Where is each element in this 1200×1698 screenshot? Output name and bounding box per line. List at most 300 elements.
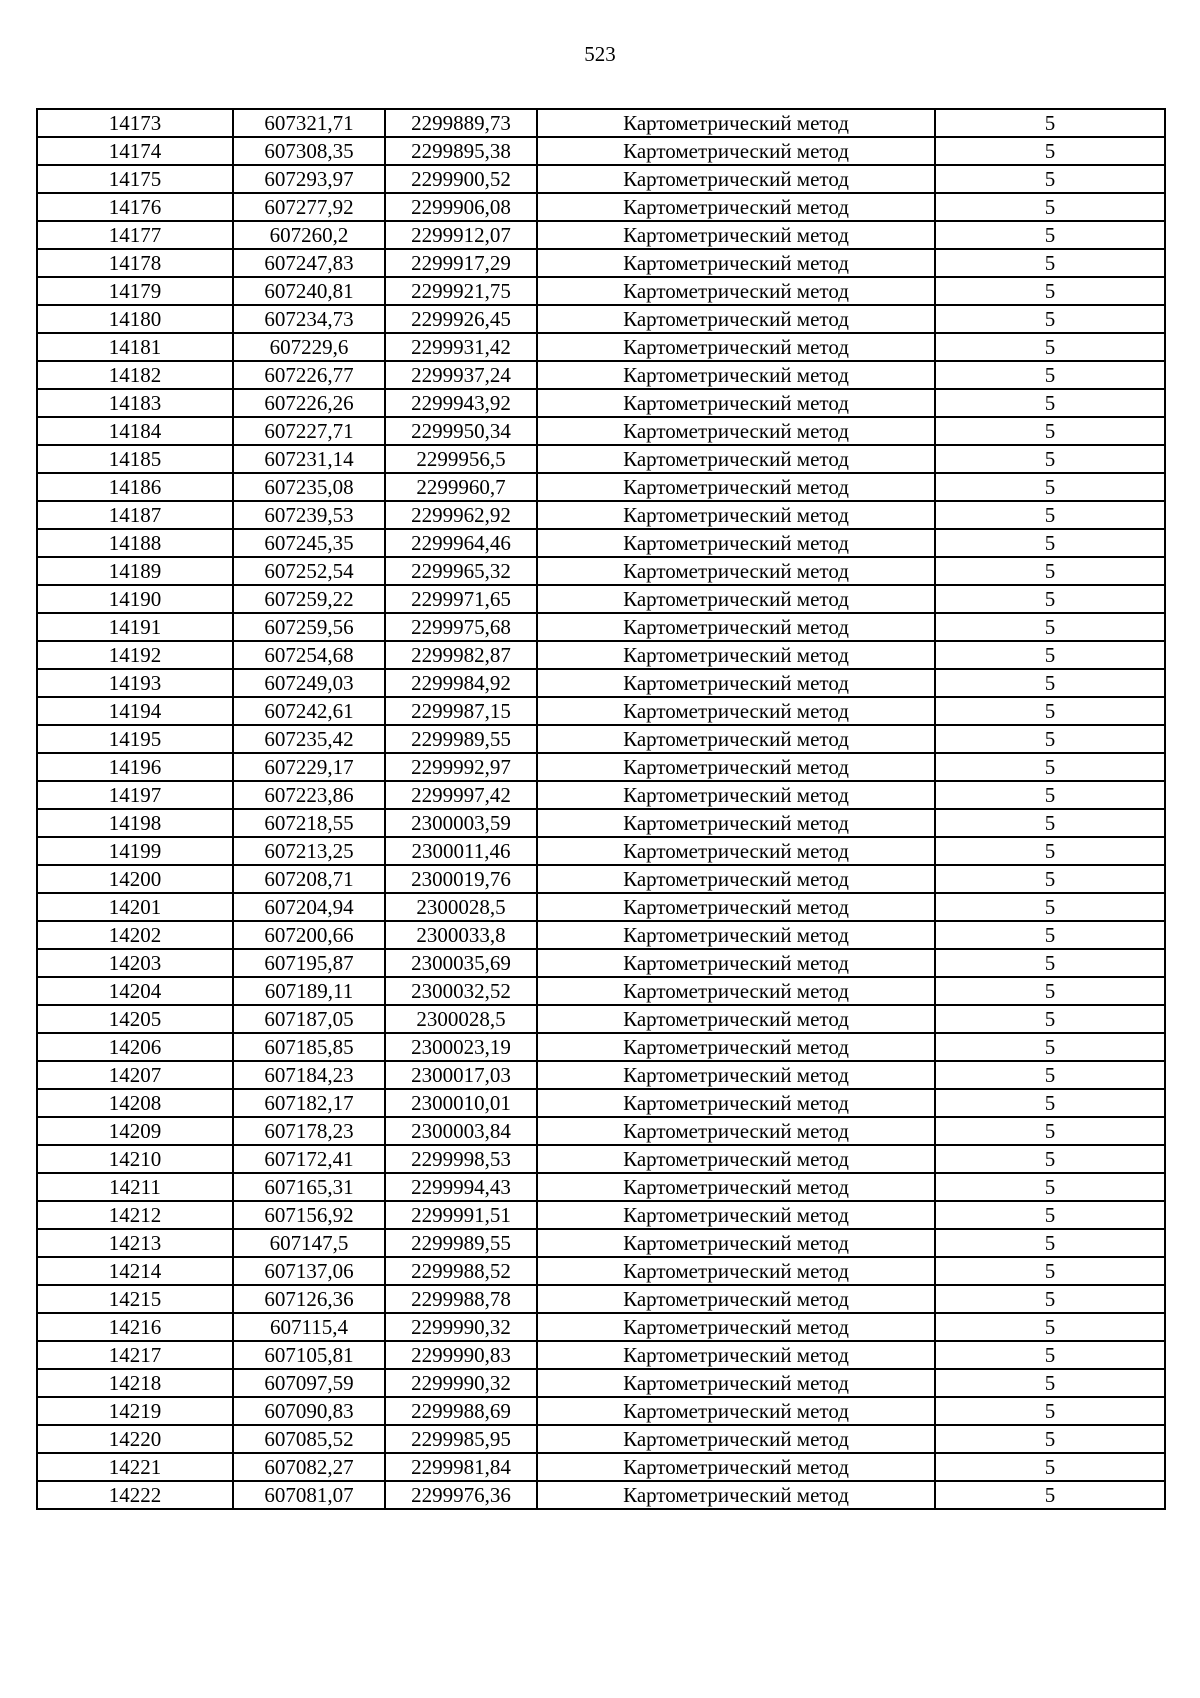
- x-coordinate-cell: 607187,05: [233, 1005, 385, 1033]
- method-cell: Картометрический метод: [537, 585, 935, 613]
- point-number-cell: 14221: [37, 1453, 233, 1481]
- y-coordinate-cell: 2299965,32: [385, 557, 537, 585]
- point-number-cell: 14222: [37, 1481, 233, 1509]
- point-number-cell: 14175: [37, 165, 233, 193]
- method-cell: Картометрический метод: [537, 977, 935, 1005]
- accuracy-cell: 5: [935, 1481, 1165, 1509]
- method-cell: Картометрический метод: [537, 501, 935, 529]
- accuracy-cell: 5: [935, 893, 1165, 921]
- method-cell: Картометрический метод: [537, 1425, 935, 1453]
- x-coordinate-cell: 607105,81: [233, 1341, 385, 1369]
- point-number-cell: 14183: [37, 389, 233, 417]
- table-row: [37, 1481, 1165, 1509]
- accuracy-cell: 5: [935, 1341, 1165, 1369]
- method-cell: Картометрический метод: [537, 193, 935, 221]
- table-row: [37, 1369, 1165, 1397]
- y-coordinate-cell: 2299990,32: [385, 1313, 537, 1341]
- x-coordinate-cell: 607239,53: [233, 501, 385, 529]
- y-coordinate-cell: 2299960,7: [385, 473, 537, 501]
- y-coordinate-cell: 2299931,42: [385, 333, 537, 361]
- x-coordinate-cell: 607226,26: [233, 389, 385, 417]
- accuracy-cell: 5: [935, 333, 1165, 361]
- x-coordinate-cell: 607137,06: [233, 1257, 385, 1285]
- x-coordinate-cell: 607185,85: [233, 1033, 385, 1061]
- x-coordinate-cell: 607208,71: [233, 865, 385, 893]
- y-coordinate-cell: 2299997,42: [385, 781, 537, 809]
- table-row: [37, 277, 1165, 305]
- point-number-cell: 14188: [37, 529, 233, 557]
- method-cell: Картометрический метод: [537, 1117, 935, 1145]
- table-row: [37, 893, 1165, 921]
- accuracy-cell: 5: [935, 557, 1165, 585]
- point-number-cell: 14200: [37, 865, 233, 893]
- point-number-cell: 14195: [37, 725, 233, 753]
- table-row: [37, 809, 1165, 837]
- y-coordinate-cell: 2299956,5: [385, 445, 537, 473]
- point-number-cell: 14176: [37, 193, 233, 221]
- point-number-cell: 14180: [37, 305, 233, 333]
- table-row: [37, 529, 1165, 557]
- accuracy-cell: 5: [935, 977, 1165, 1005]
- method-cell: Картометрический метод: [537, 725, 935, 753]
- y-coordinate-cell: 2300003,59: [385, 809, 537, 837]
- x-coordinate-cell: 607200,66: [233, 921, 385, 949]
- accuracy-cell: 5: [935, 109, 1165, 137]
- method-cell: Картометрический метод: [537, 697, 935, 725]
- point-number-cell: 14205: [37, 1005, 233, 1033]
- method-cell: Картометрический метод: [537, 1257, 935, 1285]
- x-coordinate-cell: 607235,42: [233, 725, 385, 753]
- method-cell: Картометрический метод: [537, 1173, 935, 1201]
- accuracy-cell: 5: [935, 221, 1165, 249]
- point-number-cell: 14216: [37, 1313, 233, 1341]
- table-row: [37, 501, 1165, 529]
- y-coordinate-cell: 2299994,43: [385, 1173, 537, 1201]
- point-number-cell: 14213: [37, 1229, 233, 1257]
- x-coordinate-cell: 607242,61: [233, 697, 385, 725]
- accuracy-cell: 5: [935, 1397, 1165, 1425]
- table-row: [37, 1425, 1165, 1453]
- method-cell: Картометрический метод: [537, 1089, 935, 1117]
- method-cell: Картометрический метод: [537, 305, 935, 333]
- accuracy-cell: 5: [935, 1061, 1165, 1089]
- table-row: [37, 137, 1165, 165]
- point-number-cell: 14204: [37, 977, 233, 1005]
- accuracy-cell: 5: [935, 837, 1165, 865]
- point-number-cell: 14199: [37, 837, 233, 865]
- accuracy-cell: 5: [935, 417, 1165, 445]
- method-cell: Картометрический метод: [537, 1369, 935, 1397]
- method-cell: Картометрический метод: [537, 389, 935, 417]
- method-cell: Картометрический метод: [537, 1481, 935, 1509]
- table-row: [37, 193, 1165, 221]
- y-coordinate-cell: 2299990,83: [385, 1341, 537, 1369]
- y-coordinate-cell: 2299975,68: [385, 613, 537, 641]
- x-coordinate-cell: 607259,22: [233, 585, 385, 613]
- method-cell: Картометрический метод: [537, 529, 935, 557]
- table-row: [37, 949, 1165, 977]
- table-row: [37, 725, 1165, 753]
- method-cell: Картометрический метод: [537, 417, 935, 445]
- table-row: [37, 697, 1165, 725]
- x-coordinate-cell: 607321,71: [233, 109, 385, 137]
- accuracy-cell: 5: [935, 1117, 1165, 1145]
- accuracy-cell: 5: [935, 697, 1165, 725]
- accuracy-cell: 5: [935, 389, 1165, 417]
- y-coordinate-cell: 2299964,46: [385, 529, 537, 557]
- point-number-cell: 14203: [37, 949, 233, 977]
- point-number-cell: 14211: [37, 1173, 233, 1201]
- accuracy-cell: 5: [935, 1089, 1165, 1117]
- table-row: [37, 865, 1165, 893]
- accuracy-cell: 5: [935, 193, 1165, 221]
- point-number-cell: 14196: [37, 753, 233, 781]
- x-coordinate-cell: 607227,71: [233, 417, 385, 445]
- table-row: [37, 221, 1165, 249]
- table-row: [37, 473, 1165, 501]
- point-number-cell: 14207: [37, 1061, 233, 1089]
- x-coordinate-cell: 607240,81: [233, 277, 385, 305]
- table-row: [37, 557, 1165, 585]
- page-number: 523: [584, 42, 616, 66]
- x-coordinate-cell: 607204,94: [233, 893, 385, 921]
- accuracy-cell: 5: [935, 809, 1165, 837]
- x-coordinate-cell: 607277,92: [233, 193, 385, 221]
- point-number-cell: 14198: [37, 809, 233, 837]
- point-number-cell: 14197: [37, 781, 233, 809]
- method-cell: Картометрический метод: [537, 949, 935, 977]
- y-coordinate-cell: 2299889,73: [385, 109, 537, 137]
- point-number-cell: 14212: [37, 1201, 233, 1229]
- x-coordinate-cell: 607235,08: [233, 473, 385, 501]
- accuracy-cell: 5: [935, 641, 1165, 669]
- point-number-cell: 14182: [37, 361, 233, 389]
- x-coordinate-cell: 607090,83: [233, 1397, 385, 1425]
- point-number-cell: 14187: [37, 501, 233, 529]
- table-row: [37, 1453, 1165, 1481]
- table-row: [37, 1257, 1165, 1285]
- x-coordinate-cell: 607249,03: [233, 669, 385, 697]
- point-number-cell: 14193: [37, 669, 233, 697]
- point-number-cell: 14192: [37, 641, 233, 669]
- accuracy-cell: 5: [935, 1005, 1165, 1033]
- table-row: [37, 641, 1165, 669]
- table-row: [37, 977, 1165, 1005]
- x-coordinate-cell: 607254,68: [233, 641, 385, 669]
- point-number-cell: 14209: [37, 1117, 233, 1145]
- y-coordinate-cell: 2300028,5: [385, 893, 537, 921]
- accuracy-cell: 5: [935, 1145, 1165, 1173]
- accuracy-cell: 5: [935, 305, 1165, 333]
- x-coordinate-cell: 607126,36: [233, 1285, 385, 1313]
- table-row: [37, 613, 1165, 641]
- method-cell: Картометрический метод: [537, 893, 935, 921]
- y-coordinate-cell: 2299988,52: [385, 1257, 537, 1285]
- x-coordinate-cell: 607182,17: [233, 1089, 385, 1117]
- accuracy-cell: 5: [935, 249, 1165, 277]
- coordinates-table-body: [37, 109, 1165, 1509]
- x-coordinate-cell: 607189,11: [233, 977, 385, 1005]
- y-coordinate-cell: 2300028,5: [385, 1005, 537, 1033]
- method-cell: Картометрический метод: [537, 921, 935, 949]
- accuracy-cell: 5: [935, 1425, 1165, 1453]
- x-coordinate-cell: 607226,77: [233, 361, 385, 389]
- x-coordinate-cell: 607213,25: [233, 837, 385, 865]
- point-number-cell: 14186: [37, 473, 233, 501]
- table-row: [37, 1313, 1165, 1341]
- accuracy-cell: 5: [935, 1313, 1165, 1341]
- y-coordinate-cell: 2300011,46: [385, 837, 537, 865]
- x-coordinate-cell: 607156,92: [233, 1201, 385, 1229]
- point-number-cell: 14177: [37, 221, 233, 249]
- x-coordinate-cell: 607245,35: [233, 529, 385, 557]
- method-cell: Картометрический метод: [537, 137, 935, 165]
- point-number-cell: 14202: [37, 921, 233, 949]
- method-cell: Картометрический метод: [537, 165, 935, 193]
- x-coordinate-cell: 607260,2: [233, 221, 385, 249]
- accuracy-cell: 5: [935, 1173, 1165, 1201]
- accuracy-cell: 5: [935, 725, 1165, 753]
- method-cell: Картометрический метод: [537, 1313, 935, 1341]
- x-coordinate-cell: 607223,86: [233, 781, 385, 809]
- y-coordinate-cell: 2299962,92: [385, 501, 537, 529]
- table-row: [37, 1145, 1165, 1173]
- x-coordinate-cell: 607252,54: [233, 557, 385, 585]
- method-cell: Картометрический метод: [537, 1061, 935, 1089]
- point-number-cell: 14181: [37, 333, 233, 361]
- table-row: [37, 109, 1165, 137]
- x-coordinate-cell: 607229,6: [233, 333, 385, 361]
- y-coordinate-cell: 2299917,29: [385, 249, 537, 277]
- accuracy-cell: 5: [935, 781, 1165, 809]
- point-number-cell: 14184: [37, 417, 233, 445]
- point-number-cell: 14218: [37, 1369, 233, 1397]
- point-number-cell: 14214: [37, 1257, 233, 1285]
- y-coordinate-cell: 2299976,36: [385, 1481, 537, 1509]
- accuracy-cell: 5: [935, 1201, 1165, 1229]
- method-cell: Картометрический метод: [537, 837, 935, 865]
- table-row: [37, 1117, 1165, 1145]
- method-cell: Картометрический метод: [537, 641, 935, 669]
- method-cell: Картометрический метод: [537, 557, 935, 585]
- method-cell: Картометрический метод: [537, 613, 935, 641]
- x-coordinate-cell: 607234,73: [233, 305, 385, 333]
- y-coordinate-cell: 2299982,87: [385, 641, 537, 669]
- x-coordinate-cell: 607082,27: [233, 1453, 385, 1481]
- y-coordinate-cell: 2300033,8: [385, 921, 537, 949]
- y-coordinate-cell: 2299895,38: [385, 137, 537, 165]
- accuracy-cell: 5: [935, 277, 1165, 305]
- point-number-cell: 14217: [37, 1341, 233, 1369]
- method-cell: Картометрический метод: [537, 1285, 935, 1313]
- x-coordinate-cell: 607097,59: [233, 1369, 385, 1397]
- accuracy-cell: 5: [935, 669, 1165, 697]
- accuracy-cell: 5: [935, 137, 1165, 165]
- y-coordinate-cell: 2300032,52: [385, 977, 537, 1005]
- point-number-cell: 14201: [37, 893, 233, 921]
- y-coordinate-cell: 2300035,69: [385, 949, 537, 977]
- accuracy-cell: 5: [935, 949, 1165, 977]
- table-row: [37, 1033, 1165, 1061]
- accuracy-cell: 5: [935, 529, 1165, 557]
- table-row: [37, 165, 1165, 193]
- point-number-cell: 14206: [37, 1033, 233, 1061]
- accuracy-cell: 5: [935, 501, 1165, 529]
- y-coordinate-cell: 2300017,03: [385, 1061, 537, 1089]
- point-number-cell: 14220: [37, 1425, 233, 1453]
- method-cell: Картометрический метод: [537, 333, 935, 361]
- y-coordinate-cell: 2300010,01: [385, 1089, 537, 1117]
- table-row: [37, 1201, 1165, 1229]
- table-row: [37, 781, 1165, 809]
- x-coordinate-cell: 607172,41: [233, 1145, 385, 1173]
- point-number-cell: 14208: [37, 1089, 233, 1117]
- y-coordinate-cell: 2299992,97: [385, 753, 537, 781]
- y-coordinate-cell: 2299989,55: [385, 1229, 537, 1257]
- y-coordinate-cell: 2299971,65: [385, 585, 537, 613]
- table-row: [37, 249, 1165, 277]
- x-coordinate-cell: 607308,35: [233, 137, 385, 165]
- y-coordinate-cell: 2299912,07: [385, 221, 537, 249]
- method-cell: Картометрический метод: [537, 1229, 935, 1257]
- point-number-cell: 14194: [37, 697, 233, 725]
- table-row: [37, 1285, 1165, 1313]
- method-cell: Картометрический метод: [537, 1453, 935, 1481]
- table-row: [37, 1341, 1165, 1369]
- point-number-cell: 14189: [37, 557, 233, 585]
- y-coordinate-cell: 2299988,78: [385, 1285, 537, 1313]
- y-coordinate-cell: 2299906,08: [385, 193, 537, 221]
- point-number-cell: 14178: [37, 249, 233, 277]
- accuracy-cell: 5: [935, 1453, 1165, 1481]
- method-cell: Картометрический метод: [537, 1005, 935, 1033]
- point-number-cell: 14179: [37, 277, 233, 305]
- accuracy-cell: 5: [935, 1257, 1165, 1285]
- table-row: [37, 305, 1165, 333]
- method-cell: Картометрический метод: [537, 1201, 935, 1229]
- accuracy-cell: 5: [935, 585, 1165, 613]
- accuracy-cell: 5: [935, 445, 1165, 473]
- point-number-cell: 14191: [37, 613, 233, 641]
- x-coordinate-cell: 607085,52: [233, 1425, 385, 1453]
- y-coordinate-cell: 2299985,95: [385, 1425, 537, 1453]
- y-coordinate-cell: 2299998,53: [385, 1145, 537, 1173]
- method-cell: Картометрический метод: [537, 1341, 935, 1369]
- x-coordinate-cell: 607195,87: [233, 949, 385, 977]
- table-row: [37, 389, 1165, 417]
- accuracy-cell: 5: [935, 613, 1165, 641]
- y-coordinate-cell: 2299984,92: [385, 669, 537, 697]
- table-row: [37, 585, 1165, 613]
- method-cell: Картометрический метод: [537, 1145, 935, 1173]
- x-coordinate-cell: 607147,5: [233, 1229, 385, 1257]
- table-row: [37, 1397, 1165, 1425]
- coordinates-table: [36, 108, 1166, 1510]
- x-coordinate-cell: 607229,17: [233, 753, 385, 781]
- x-coordinate-cell: 607081,07: [233, 1481, 385, 1509]
- x-coordinate-cell: 607184,23: [233, 1061, 385, 1089]
- accuracy-cell: 5: [935, 1033, 1165, 1061]
- method-cell: Картометрический метод: [537, 361, 935, 389]
- table-row: [37, 1229, 1165, 1257]
- accuracy-cell: 5: [935, 473, 1165, 501]
- accuracy-cell: 5: [935, 865, 1165, 893]
- y-coordinate-cell: 2300019,76: [385, 865, 537, 893]
- table-row: [37, 921, 1165, 949]
- table-row: [37, 417, 1165, 445]
- method-cell: Картометрический метод: [537, 1033, 935, 1061]
- table-row: [37, 361, 1165, 389]
- y-coordinate-cell: 2299981,84: [385, 1453, 537, 1481]
- x-coordinate-cell: 607178,23: [233, 1117, 385, 1145]
- y-coordinate-cell: 2299937,24: [385, 361, 537, 389]
- point-number-cell: 14219: [37, 1397, 233, 1425]
- accuracy-cell: 5: [935, 361, 1165, 389]
- method-cell: Картометрический метод: [537, 669, 935, 697]
- method-cell: Картометрический метод: [537, 1397, 935, 1425]
- table-row: [37, 445, 1165, 473]
- table-row: [37, 669, 1165, 697]
- method-cell: Картометрический метод: [537, 865, 935, 893]
- point-number-cell: 14215: [37, 1285, 233, 1313]
- y-coordinate-cell: 2299950,34: [385, 417, 537, 445]
- point-number-cell: 14190: [37, 585, 233, 613]
- accuracy-cell: 5: [935, 921, 1165, 949]
- table-row: [37, 1061, 1165, 1089]
- method-cell: Картометрический метод: [537, 473, 935, 501]
- method-cell: Картометрический метод: [537, 809, 935, 837]
- y-coordinate-cell: 2299921,75: [385, 277, 537, 305]
- y-coordinate-cell: 2299990,32: [385, 1369, 537, 1397]
- x-coordinate-cell: 607165,31: [233, 1173, 385, 1201]
- accuracy-cell: 5: [935, 1369, 1165, 1397]
- accuracy-cell: 5: [935, 753, 1165, 781]
- y-coordinate-cell: 2299987,15: [385, 697, 537, 725]
- y-coordinate-cell: 2299991,51: [385, 1201, 537, 1229]
- x-coordinate-cell: 607259,56: [233, 613, 385, 641]
- x-coordinate-cell: 607247,83: [233, 249, 385, 277]
- method-cell: Картометрический метод: [537, 221, 935, 249]
- y-coordinate-cell: 2300003,84: [385, 1117, 537, 1145]
- x-coordinate-cell: 607218,55: [233, 809, 385, 837]
- y-coordinate-cell: 2300023,19: [385, 1033, 537, 1061]
- accuracy-cell: 5: [935, 1285, 1165, 1313]
- accuracy-cell: 5: [935, 165, 1165, 193]
- table-row: [37, 837, 1165, 865]
- x-coordinate-cell: 607231,14: [233, 445, 385, 473]
- method-cell: Картометрический метод: [537, 781, 935, 809]
- method-cell: Картометрический метод: [537, 445, 935, 473]
- table-row: [37, 753, 1165, 781]
- x-coordinate-cell: 607293,97: [233, 165, 385, 193]
- method-cell: Картометрический метод: [537, 277, 935, 305]
- method-cell: Картометрический метод: [537, 109, 935, 137]
- method-cell: Картометрический метод: [537, 249, 935, 277]
- table-row: [37, 333, 1165, 361]
- accuracy-cell: 5: [935, 1229, 1165, 1257]
- x-coordinate-cell: 607115,4: [233, 1313, 385, 1341]
- y-coordinate-cell: 2299989,55: [385, 725, 537, 753]
- table-row: [37, 1005, 1165, 1033]
- point-number-cell: 14185: [37, 445, 233, 473]
- y-coordinate-cell: 2299988,69: [385, 1397, 537, 1425]
- y-coordinate-cell: 2299900,52: [385, 165, 537, 193]
- y-coordinate-cell: 2299943,92: [385, 389, 537, 417]
- point-number-cell: 14173: [37, 109, 233, 137]
- table-row: [37, 1089, 1165, 1117]
- method-cell: Картометрический метод: [537, 753, 935, 781]
- point-number-cell: 14210: [37, 1145, 233, 1173]
